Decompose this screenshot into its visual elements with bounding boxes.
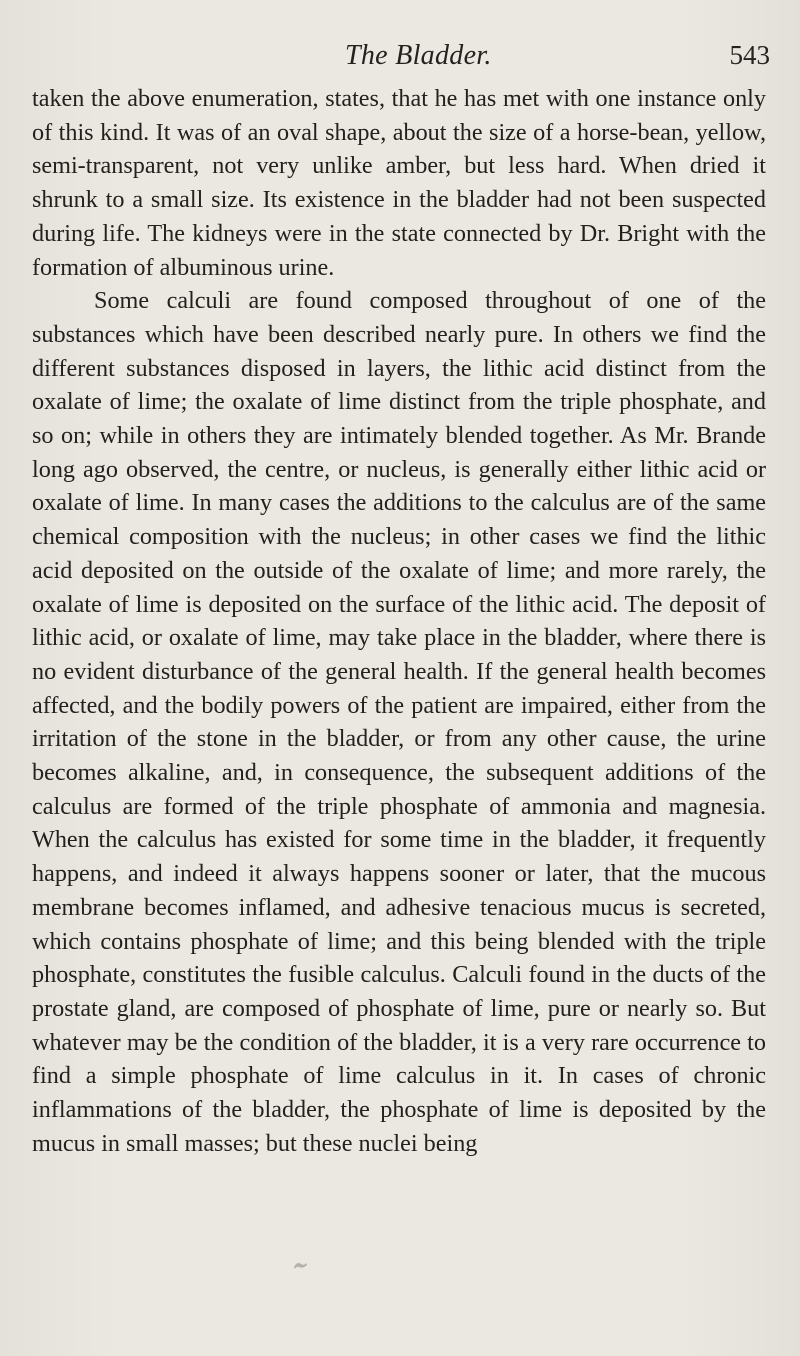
body-text <box>32 82 766 1161</box>
running-title: The Bladder. <box>345 40 492 71</box>
page-number: 543 <box>729 40 770 70</box>
paragraph-calculi-composition: Some calculi are found composed throughout of one of the substances which have been described nearly pure. In others we find the different substances disposed in layers, the lithic acid distinct from the oxalate of lime; the oxalate of lime distinct from the triple phosphate, and so on; while in others they are intimately blended together. As Mr. Brande long ago observed, the centre, or nucleus, is generally either lithic acid or oxalate of lime. In many cases the additions to the calculus are of the same chemical composition with the nucleus; in other cases we find the lithic acid deposited on the outside of the oxalate of lime; and more rarely, the oxalate of lime is deposited on the surface of the lithic acid. The deposit of lithic acid, or oxalate of lime, may take place in the bladder, where there is no evident disturbance of the general health. If the general health becomes affected, and the bodily powers of the patient are impaired, either from the irritation of the stone in the bladder, or from any other cause, the urine becomes alkaline, and, in consequence, the subsequent additions of the calculus are formed of the triple phosphate of ammonia and magnesia. When the calculus has existed for some time in the bladder, it frequently happens, and indeed it always happens sooner or later, that the mucous membrane becomes inflamed, and adhesive tenacious mucus is secreted, which contains phosphate of lime; and this being blended with the triple phosphate, constitutes the fusible calculus. Calculi found in the ducts of the prostate gland, are composed of phosphate of lime, pure or nearly so. But whatever may be the condition of the bladder, it is a very rare occurrence to find a simple phosphate of lime calculus in it. In cases of chronic inflammations of the bladder, the phosphate of lime is deposited by the mucus in small masses; but these nuclei being <box>32 287 766 1157</box>
paragraph-continuation: taken the above enumeration, states, that he has met with one instance only of this kind. It was of an oval shape, about the size of a horse-bean, yellow, semi-transparent, not very unlike amber, but less hard. When dried it shrunk to a small size. Its existence in the bladder had not been suspected during life. The kidneys were in the state connected by Dr. Bright with the formation of albuminous urine. <box>32 85 766 281</box>
running-head <box>0 40 800 82</box>
ink-speck <box>290 1258 310 1272</box>
